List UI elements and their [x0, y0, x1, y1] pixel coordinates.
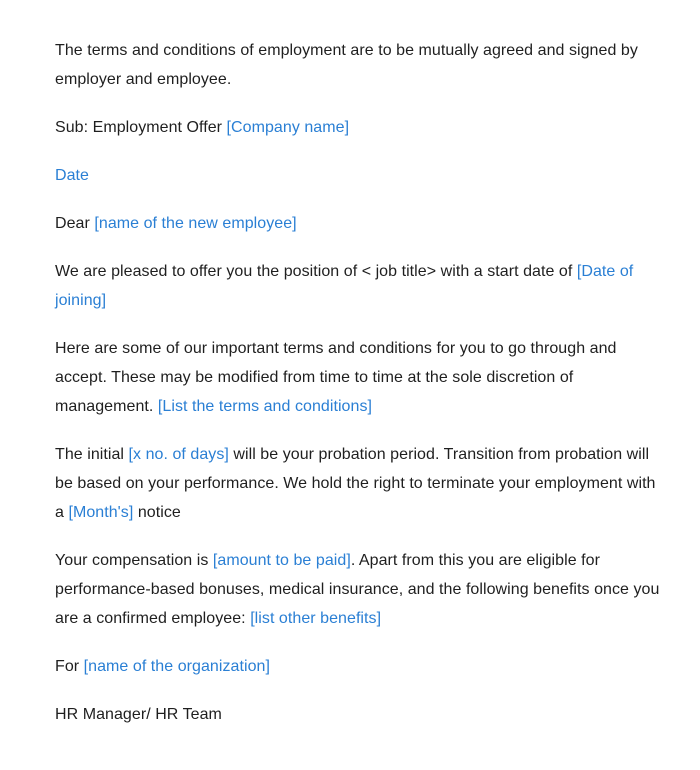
joining-date-placeholder: [Date of joining]	[55, 263, 634, 309]
subject-line	[55, 113, 660, 142]
intro-text: The terms and conditions of employment are to be mutually agreed and signed by employer and employee.	[55, 42, 638, 88]
greeting-line	[55, 209, 660, 238]
terms-paragraph	[55, 334, 660, 421]
probation-days-placeholder: [x no. of days]	[128, 446, 229, 463]
terms-text: Here are some of our important terms and conditions for you to go through and accept. These may be modified from time to time at the sole discretion of management.	[55, 340, 617, 415]
date-line	[55, 161, 660, 190]
offer-text: We are pleased to offer you the position of < job title> with a start date of	[55, 263, 577, 280]
terms-placeholder: [List the terms and conditions]	[157, 398, 372, 415]
greeting-prefix: Dear	[55, 215, 95, 232]
signature-line	[55, 700, 660, 729]
probation-suffix: notice	[133, 504, 181, 521]
subject-prefix: Sub: Employment Offer	[55, 119, 227, 136]
compensation-prefix: Your compensation is	[55, 552, 213, 569]
probation-prefix: The initial	[55, 446, 129, 463]
intro-paragraph	[55, 36, 660, 94]
offer-paragraph	[55, 257, 660, 315]
closing-line	[55, 652, 660, 681]
probation-paragraph	[55, 440, 660, 527]
company-name-placeholder: [Company name]	[226, 119, 350, 136]
notice-period-placeholder: [Month's]	[68, 504, 134, 521]
organization-name-placeholder: [name of the organization]	[83, 658, 270, 675]
compensation-middle: . Apart from this you are eligible for performance-based bonuses, medical insurance, and the following benefits once you are a confirmed employee:	[55, 552, 660, 627]
closing-prefix: For	[55, 658, 84, 675]
compensation-amount-placeholder: [amount to be paid]	[212, 552, 351, 569]
date-placeholder: Date	[55, 167, 89, 184]
signature-text: HR Manager/ HR Team	[55, 706, 222, 723]
benefits-placeholder: [list other benefits]	[250, 610, 382, 627]
employee-name-placeholder: [name of the new employee]	[94, 215, 297, 232]
compensation-paragraph	[55, 546, 660, 633]
probation-middle: will be your probation period. Transition from probation will be based on your performance. We hold the right to terminate your employment with a	[55, 446, 656, 521]
